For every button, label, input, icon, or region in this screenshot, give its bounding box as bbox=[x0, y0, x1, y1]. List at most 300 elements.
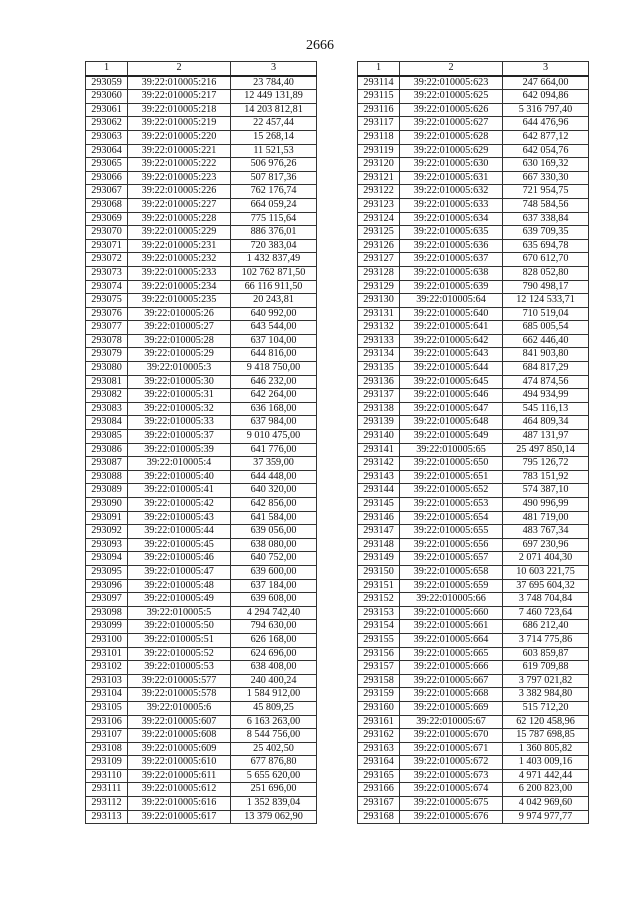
value-cell: 640 752,00 bbox=[231, 552, 317, 566]
table-row bbox=[358, 742, 589, 756]
table-row bbox=[358, 457, 589, 471]
value-cell: 642 264,00 bbox=[231, 389, 317, 403]
cadastral-number-cell: 39:22:010005:26 bbox=[128, 307, 231, 321]
value-cell: 638 408,00 bbox=[231, 661, 317, 675]
record-number-cell: 293115 bbox=[358, 90, 400, 104]
value-cell: 3 382 984,80 bbox=[503, 688, 589, 702]
value-cell: 642 094,86 bbox=[503, 90, 589, 104]
table-row bbox=[358, 389, 589, 403]
table-row bbox=[358, 647, 589, 661]
cadastral-number-cell: 39:22:010005:65 bbox=[400, 443, 503, 457]
value-cell: 20 243,81 bbox=[231, 294, 317, 308]
table-row bbox=[358, 579, 589, 593]
record-number-cell: 293091 bbox=[86, 511, 128, 525]
cadastral-number-cell: 39:22:010005:625 bbox=[400, 90, 503, 104]
record-number-cell: 293075 bbox=[86, 294, 128, 308]
column-header: 3 bbox=[503, 62, 589, 76]
value-cell: 644 816,00 bbox=[231, 348, 317, 362]
table-row bbox=[86, 525, 317, 539]
record-number-cell: 293109 bbox=[86, 756, 128, 770]
record-number-cell: 293158 bbox=[358, 674, 400, 688]
record-number-cell: 293088 bbox=[86, 470, 128, 484]
record-number-cell: 293095 bbox=[86, 565, 128, 579]
table-row bbox=[358, 810, 589, 824]
record-number-cell: 293155 bbox=[358, 633, 400, 647]
table-row bbox=[86, 389, 317, 403]
right-table bbox=[357, 61, 589, 824]
value-cell: 15 268,14 bbox=[231, 130, 317, 144]
table-row bbox=[86, 103, 317, 117]
record-number-cell: 293135 bbox=[358, 362, 400, 376]
record-number-cell: 293076 bbox=[86, 307, 128, 321]
record-number-cell: 293080 bbox=[86, 362, 128, 376]
record-number-cell: 293103 bbox=[86, 674, 128, 688]
value-cell: 642 856,00 bbox=[231, 498, 317, 512]
value-cell: 464 809,34 bbox=[503, 416, 589, 430]
cadastral-number-cell: 39:22:010005:231 bbox=[128, 239, 231, 253]
record-number-cell: 293079 bbox=[86, 348, 128, 362]
value-cell: 664 059,24 bbox=[231, 198, 317, 212]
cadastral-number-cell: 39:22:010005:664 bbox=[400, 633, 503, 647]
table-row bbox=[86, 266, 317, 280]
cadastral-number-cell: 39:22:010005:652 bbox=[400, 484, 503, 498]
value-cell: 841 903,80 bbox=[503, 348, 589, 362]
cadastral-number-cell: 39:22:010005:671 bbox=[400, 742, 503, 756]
record-number-cell: 293099 bbox=[86, 620, 128, 634]
table-row bbox=[86, 185, 317, 199]
value-cell: 483 767,34 bbox=[503, 525, 589, 539]
table-row bbox=[86, 756, 317, 770]
cadastral-number-cell: 39:22:010005:42 bbox=[128, 498, 231, 512]
table-row bbox=[86, 579, 317, 593]
value-cell: 490 996,99 bbox=[503, 498, 589, 512]
cadastral-number-cell: 39:22:010005:668 bbox=[400, 688, 503, 702]
record-number-cell: 293105 bbox=[86, 701, 128, 715]
cadastral-number-cell: 39:22:010005:51 bbox=[128, 633, 231, 647]
cadastral-number-cell: 39:22:010005:669 bbox=[400, 701, 503, 715]
record-number-cell: 293074 bbox=[86, 280, 128, 294]
table-row bbox=[358, 294, 589, 308]
table-row bbox=[86, 633, 317, 647]
cadastral-number-cell: 39:22:010005:53 bbox=[128, 661, 231, 675]
cadastral-number-cell: 39:22:010005:616 bbox=[128, 797, 231, 811]
cadastral-number-cell: 39:22:010005:27 bbox=[128, 321, 231, 335]
record-number-cell: 293101 bbox=[86, 647, 128, 661]
record-number-cell: 293152 bbox=[358, 593, 400, 607]
record-number-cell: 293096 bbox=[86, 579, 128, 593]
cadastral-number-cell: 39:22:010005:676 bbox=[400, 810, 503, 824]
cadastral-number-cell: 39:22:010005:649 bbox=[400, 430, 503, 444]
record-number-cell: 293062 bbox=[86, 117, 128, 131]
record-number-cell: 293166 bbox=[358, 783, 400, 797]
table-row bbox=[358, 498, 589, 512]
value-cell: 640 320,00 bbox=[231, 484, 317, 498]
record-number-cell: 293118 bbox=[358, 130, 400, 144]
cadastral-number-cell: 39:22:010005:653 bbox=[400, 498, 503, 512]
value-cell: 62 120 458,96 bbox=[503, 715, 589, 729]
left-table-body bbox=[86, 76, 317, 824]
cadastral-number-cell: 39:22:010005:3 bbox=[128, 362, 231, 376]
value-cell: 603 859,87 bbox=[503, 647, 589, 661]
record-number-cell: 293150 bbox=[358, 565, 400, 579]
value-cell: 12 124 533,71 bbox=[503, 294, 589, 308]
value-cell: 25 402,50 bbox=[231, 742, 317, 756]
value-cell: 638 080,00 bbox=[231, 538, 317, 552]
table-row bbox=[86, 90, 317, 104]
table-row bbox=[358, 470, 589, 484]
table-row bbox=[358, 797, 589, 811]
table-row bbox=[86, 688, 317, 702]
record-number-cell: 293130 bbox=[358, 294, 400, 308]
cadastral-number-cell: 39:22:010005:37 bbox=[128, 430, 231, 444]
record-number-cell: 293116 bbox=[358, 103, 400, 117]
value-cell: 630 169,32 bbox=[503, 158, 589, 172]
table-row bbox=[86, 416, 317, 430]
record-number-cell: 293127 bbox=[358, 253, 400, 267]
record-number-cell: 293082 bbox=[86, 389, 128, 403]
value-cell: 3 714 775,86 bbox=[503, 633, 589, 647]
table-row bbox=[86, 212, 317, 226]
cadastral-number-cell: 39:22:010005:31 bbox=[128, 389, 231, 403]
value-cell: 748 584,56 bbox=[503, 198, 589, 212]
table-row bbox=[86, 552, 317, 566]
value-cell: 677 876,80 bbox=[231, 756, 317, 770]
table-row bbox=[86, 810, 317, 824]
cadastral-number-cell: 39:22:010005:47 bbox=[128, 565, 231, 579]
record-number-cell: 293085 bbox=[86, 430, 128, 444]
table-row bbox=[358, 253, 589, 267]
record-number-cell: 293078 bbox=[86, 334, 128, 348]
cadastral-number-cell: 39:22:010005:32 bbox=[128, 402, 231, 416]
table-row bbox=[358, 171, 589, 185]
table-row bbox=[358, 185, 589, 199]
table-row bbox=[86, 76, 317, 90]
table-row bbox=[358, 783, 589, 797]
cadastral-number-cell: 39:22:010005:633 bbox=[400, 198, 503, 212]
table-row bbox=[358, 661, 589, 675]
cadastral-number-cell: 39:22:010005:220 bbox=[128, 130, 231, 144]
table-row bbox=[358, 701, 589, 715]
cadastral-number-cell: 39:22:010005:644 bbox=[400, 362, 503, 376]
record-number-cell: 293114 bbox=[358, 76, 400, 90]
value-cell: 762 176,74 bbox=[231, 185, 317, 199]
table-row bbox=[358, 158, 589, 172]
table-row bbox=[86, 606, 317, 620]
record-number-cell: 293125 bbox=[358, 226, 400, 240]
table-row bbox=[358, 226, 589, 240]
table-row bbox=[86, 647, 317, 661]
record-number-cell: 293168 bbox=[358, 810, 400, 824]
record-number-cell: 293148 bbox=[358, 538, 400, 552]
cadastral-number-cell: 39:22:010005:233 bbox=[128, 266, 231, 280]
cadastral-number-cell: 39:22:010005:627 bbox=[400, 117, 503, 131]
cadastral-number-cell: 39:22:010005:610 bbox=[128, 756, 231, 770]
cadastral-number-cell: 39:22:010005:650 bbox=[400, 457, 503, 471]
record-number-cell: 293064 bbox=[86, 144, 128, 158]
value-cell: 1 403 009,16 bbox=[503, 756, 589, 770]
value-cell: 1 352 839,04 bbox=[231, 797, 317, 811]
value-cell: 474 874,56 bbox=[503, 375, 589, 389]
cadastral-number-cell: 39:22:010005:661 bbox=[400, 620, 503, 634]
value-cell: 66 116 911,50 bbox=[231, 280, 317, 294]
table-row bbox=[86, 742, 317, 756]
value-cell: 6 163 263,00 bbox=[231, 715, 317, 729]
record-number-cell: 293121 bbox=[358, 171, 400, 185]
cadastral-number-cell: 39:22:010005:4 bbox=[128, 457, 231, 471]
cadastral-number-cell: 39:22:010005:672 bbox=[400, 756, 503, 770]
value-cell: 639 600,00 bbox=[231, 565, 317, 579]
record-number-cell: 293083 bbox=[86, 402, 128, 416]
record-number-cell: 293086 bbox=[86, 443, 128, 457]
value-cell: 639 056,00 bbox=[231, 525, 317, 539]
record-number-cell: 293117 bbox=[358, 117, 400, 131]
value-cell: 5 316 797,40 bbox=[503, 103, 589, 117]
record-number-cell: 293129 bbox=[358, 280, 400, 294]
record-number-cell: 293098 bbox=[86, 606, 128, 620]
record-number-cell: 293113 bbox=[86, 810, 128, 824]
cadastral-number-cell: 39:22:010005:612 bbox=[128, 783, 231, 797]
cadastral-number-cell: 39:22:010005:673 bbox=[400, 769, 503, 783]
cadastral-number-cell: 39:22:010005:651 bbox=[400, 470, 503, 484]
value-cell: 22 457,44 bbox=[231, 117, 317, 131]
record-number-cell: 293060 bbox=[86, 90, 128, 104]
record-number-cell: 293154 bbox=[358, 620, 400, 634]
table-row bbox=[86, 321, 317, 335]
value-cell: 619 709,88 bbox=[503, 661, 589, 675]
record-number-cell: 293102 bbox=[86, 661, 128, 675]
record-number-cell: 293128 bbox=[358, 266, 400, 280]
table-row bbox=[358, 729, 589, 743]
record-number-cell: 293070 bbox=[86, 226, 128, 240]
record-number-cell: 293144 bbox=[358, 484, 400, 498]
cadastral-number-cell: 39:22:010005:637 bbox=[400, 253, 503, 267]
table-row bbox=[358, 565, 589, 579]
table-row bbox=[86, 457, 317, 471]
record-number-cell: 293136 bbox=[358, 375, 400, 389]
record-number-cell: 293160 bbox=[358, 701, 400, 715]
table-row bbox=[358, 715, 589, 729]
cadastral-number-cell: 39:22:010005:52 bbox=[128, 647, 231, 661]
table-row bbox=[86, 294, 317, 308]
cadastral-number-cell: 39:22:010005:657 bbox=[400, 552, 503, 566]
table-row bbox=[86, 538, 317, 552]
value-cell: 14 203 812,81 bbox=[231, 103, 317, 117]
table-row bbox=[86, 239, 317, 253]
value-cell: 2 071 404,30 bbox=[503, 552, 589, 566]
table-row bbox=[358, 769, 589, 783]
record-number-cell: 293153 bbox=[358, 606, 400, 620]
cadastral-number-cell: 39:22:010005:43 bbox=[128, 511, 231, 525]
value-cell: 720 383,04 bbox=[231, 239, 317, 253]
cadastral-number-cell: 39:22:010005:666 bbox=[400, 661, 503, 675]
cadastral-number-cell: 39:22:010005:30 bbox=[128, 375, 231, 389]
value-cell: 636 168,00 bbox=[231, 402, 317, 416]
value-cell: 5 655 620,00 bbox=[231, 769, 317, 783]
cadastral-number-cell: 39:22:010005:639 bbox=[400, 280, 503, 294]
table-row bbox=[358, 402, 589, 416]
value-cell: 506 976,26 bbox=[231, 158, 317, 172]
cadastral-number-cell: 39:22:010005:578 bbox=[128, 688, 231, 702]
record-number-cell: 293104 bbox=[86, 688, 128, 702]
value-cell: 574 387,10 bbox=[503, 484, 589, 498]
cadastral-number-cell: 39:22:010005:643 bbox=[400, 348, 503, 362]
value-cell: 644 448,00 bbox=[231, 470, 317, 484]
value-cell: 9 974 977,77 bbox=[503, 810, 589, 824]
value-cell: 1 584 912,00 bbox=[231, 688, 317, 702]
cadastral-number-cell: 39:22:010005:67 bbox=[400, 715, 503, 729]
cadastral-number-cell: 39:22:010005:50 bbox=[128, 620, 231, 634]
table-row bbox=[358, 76, 589, 90]
cadastral-number-cell: 39:22:010005:660 bbox=[400, 606, 503, 620]
record-number-cell: 293065 bbox=[86, 158, 128, 172]
table-row bbox=[86, 701, 317, 715]
value-cell: 1 432 837,49 bbox=[231, 253, 317, 267]
value-cell: 710 519,04 bbox=[503, 307, 589, 321]
table-row bbox=[358, 375, 589, 389]
record-number-cell: 293106 bbox=[86, 715, 128, 729]
value-cell: 13 379 062,90 bbox=[231, 810, 317, 824]
table-row bbox=[358, 198, 589, 212]
value-cell: 25 497 850,14 bbox=[503, 443, 589, 457]
cadastral-number-cell: 39:22:010005:629 bbox=[400, 144, 503, 158]
cadastral-number-cell: 39:22:010005:5 bbox=[128, 606, 231, 620]
table-row bbox=[358, 525, 589, 539]
value-cell: 637 184,00 bbox=[231, 579, 317, 593]
record-number-cell: 293073 bbox=[86, 266, 128, 280]
value-cell: 494 934,99 bbox=[503, 389, 589, 403]
value-cell: 9 010 475,00 bbox=[231, 430, 317, 444]
table-row bbox=[86, 307, 317, 321]
record-number-cell: 293092 bbox=[86, 525, 128, 539]
cadastral-number-cell: 39:22:010005:6 bbox=[128, 701, 231, 715]
value-cell: 721 954,75 bbox=[503, 185, 589, 199]
record-number-cell: 293068 bbox=[86, 198, 128, 212]
record-number-cell: 293162 bbox=[358, 729, 400, 743]
table-row bbox=[358, 90, 589, 104]
record-number-cell: 293111 bbox=[86, 783, 128, 797]
column-header: 2 bbox=[400, 62, 503, 76]
cadastral-number-cell: 39:22:010005:628 bbox=[400, 130, 503, 144]
table-row bbox=[358, 117, 589, 131]
table-row bbox=[86, 430, 317, 444]
record-number-cell: 293126 bbox=[358, 239, 400, 253]
cadastral-number-cell: 39:22:010005:655 bbox=[400, 525, 503, 539]
table-row bbox=[86, 117, 317, 131]
table-row bbox=[358, 266, 589, 280]
record-number-cell: 293131 bbox=[358, 307, 400, 321]
record-number-cell: 293067 bbox=[86, 185, 128, 199]
value-cell: 790 498,17 bbox=[503, 280, 589, 294]
value-cell: 37 695 604,32 bbox=[503, 579, 589, 593]
column-header: 1 bbox=[358, 62, 400, 76]
record-number-cell: 293123 bbox=[358, 198, 400, 212]
record-number-cell: 293077 bbox=[86, 321, 128, 335]
table-row bbox=[86, 715, 317, 729]
table-row bbox=[358, 593, 589, 607]
table-row bbox=[358, 674, 589, 688]
value-cell: 795 126,72 bbox=[503, 457, 589, 471]
value-cell: 626 168,00 bbox=[231, 633, 317, 647]
value-cell: 251 696,00 bbox=[231, 783, 317, 797]
cadastral-number-cell: 39:22:010005:645 bbox=[400, 375, 503, 389]
cadastral-number-cell: 39:22:010005:222 bbox=[128, 158, 231, 172]
value-cell: 3 748 704,84 bbox=[503, 593, 589, 607]
table-row bbox=[86, 797, 317, 811]
cadastral-number-cell: 39:22:010005:611 bbox=[128, 769, 231, 783]
value-cell: 684 817,29 bbox=[503, 362, 589, 376]
record-number-cell: 293143 bbox=[358, 470, 400, 484]
table-row bbox=[358, 552, 589, 566]
record-number-cell: 293119 bbox=[358, 144, 400, 158]
table-row bbox=[86, 171, 317, 185]
cadastral-number-cell: 39:22:010005:44 bbox=[128, 525, 231, 539]
record-number-cell: 293071 bbox=[86, 239, 128, 253]
record-number-cell: 293097 bbox=[86, 593, 128, 607]
record-number-cell: 293108 bbox=[86, 742, 128, 756]
cadastral-number-cell: 39:22:010005:665 bbox=[400, 647, 503, 661]
value-cell: 37 359,00 bbox=[231, 457, 317, 471]
value-cell: 639 608,00 bbox=[231, 593, 317, 607]
table-row bbox=[86, 348, 317, 362]
cadastral-number-cell: 39:22:010005:46 bbox=[128, 552, 231, 566]
table-row bbox=[358, 348, 589, 362]
value-cell: 775 115,64 bbox=[231, 212, 317, 226]
cadastral-number-cell: 39:22:010005:219 bbox=[128, 117, 231, 131]
value-cell: 7 460 723,64 bbox=[503, 606, 589, 620]
value-cell: 783 151,92 bbox=[503, 470, 589, 484]
table-row bbox=[358, 334, 589, 348]
cadastral-number-cell: 39:22:010005:232 bbox=[128, 253, 231, 267]
cadastral-number-cell: 39:22:010005:223 bbox=[128, 171, 231, 185]
value-cell: 487 131,97 bbox=[503, 430, 589, 444]
record-number-cell: 293146 bbox=[358, 511, 400, 525]
value-cell: 686 212,40 bbox=[503, 620, 589, 634]
value-cell: 545 116,13 bbox=[503, 402, 589, 416]
value-cell: 662 446,40 bbox=[503, 334, 589, 348]
cadastral-number-cell: 39:22:010005:631 bbox=[400, 171, 503, 185]
record-number-cell: 293147 bbox=[358, 525, 400, 539]
record-number-cell: 293087 bbox=[86, 457, 128, 471]
cadastral-number-cell: 39:22:010005:234 bbox=[128, 280, 231, 294]
value-cell: 11 521,53 bbox=[231, 144, 317, 158]
cadastral-number-cell: 39:22:010005:226 bbox=[128, 185, 231, 199]
cadastral-number-cell: 39:22:010005:623 bbox=[400, 76, 503, 90]
cadastral-number-cell: 39:22:010005:33 bbox=[128, 416, 231, 430]
record-number-cell: 293066 bbox=[86, 171, 128, 185]
record-number-cell: 293063 bbox=[86, 130, 128, 144]
cadastral-number-cell: 39:22:010005:228 bbox=[128, 212, 231, 226]
table-row bbox=[358, 130, 589, 144]
table-row bbox=[86, 375, 317, 389]
cadastral-number-cell: 39:22:010005:609 bbox=[128, 742, 231, 756]
table-row bbox=[358, 430, 589, 444]
table-row bbox=[358, 633, 589, 647]
cadastral-number-cell: 39:22:010005:221 bbox=[128, 144, 231, 158]
record-number-cell: 293165 bbox=[358, 769, 400, 783]
value-cell: 1 360 805,82 bbox=[503, 742, 589, 756]
cadastral-number-cell: 39:22:010005:630 bbox=[400, 158, 503, 172]
record-number-cell: 293107 bbox=[86, 729, 128, 743]
cadastral-number-cell: 39:22:010005:227 bbox=[128, 198, 231, 212]
table-row bbox=[358, 280, 589, 294]
cadastral-number-cell: 39:22:010005:642 bbox=[400, 334, 503, 348]
column-header: 3 bbox=[231, 62, 317, 76]
record-number-cell: 293149 bbox=[358, 552, 400, 566]
table-row bbox=[358, 307, 589, 321]
cadastral-number-cell: 39:22:010005:641 bbox=[400, 321, 503, 335]
value-cell: 9 418 750,00 bbox=[231, 362, 317, 376]
cadastral-number-cell: 39:22:010005:648 bbox=[400, 416, 503, 430]
